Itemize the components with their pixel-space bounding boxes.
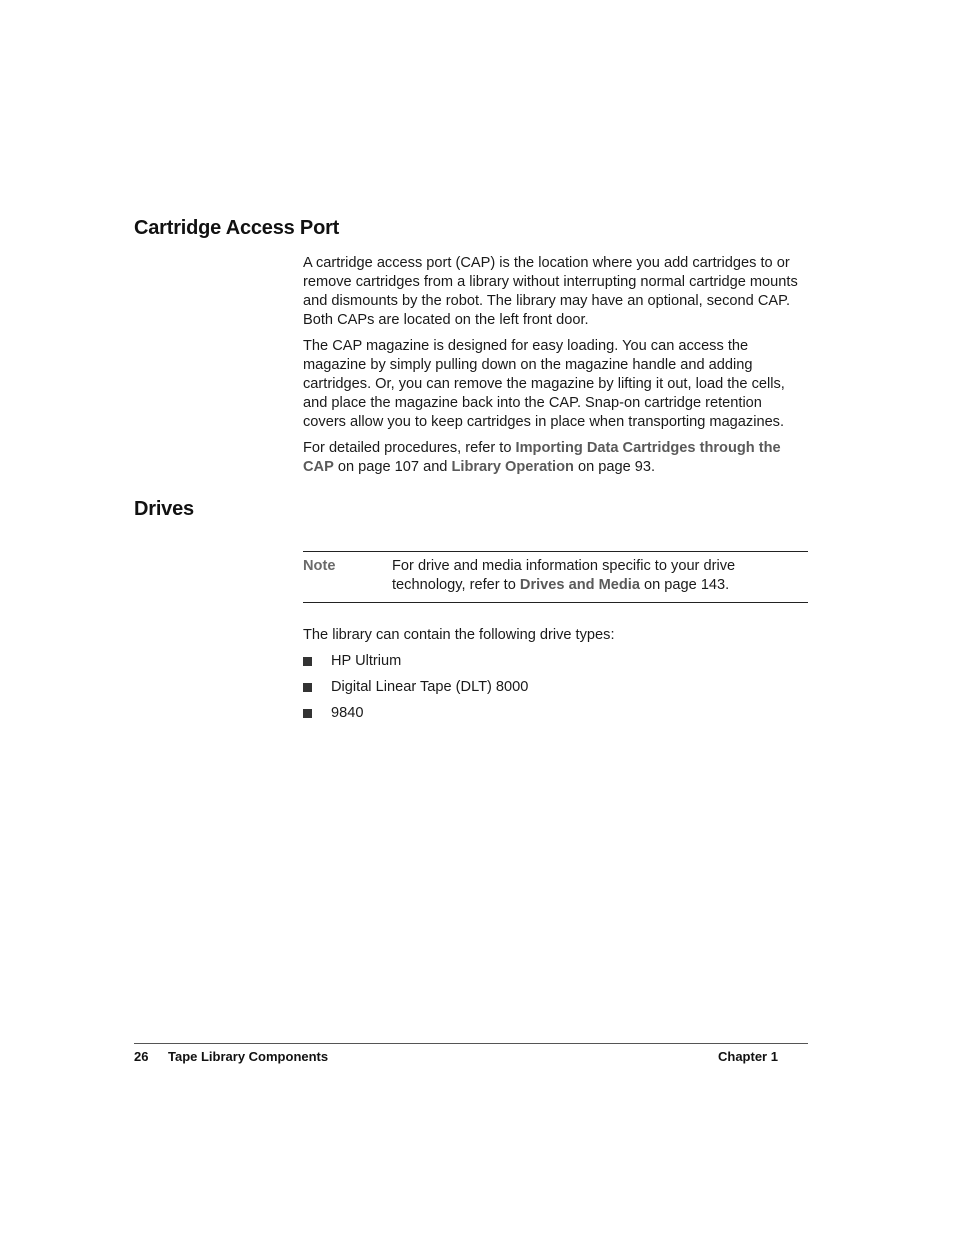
cap-paragraph-3 bbox=[303, 439, 808, 477]
note-text bbox=[392, 557, 808, 595]
section-heading-drives: Drives bbox=[134, 498, 194, 520]
cap-paragraph-3-mid: on page 107 and bbox=[333, 459, 452, 475]
list-item bbox=[303, 704, 808, 723]
bullet-square-icon bbox=[303, 657, 312, 666]
drives-section-body bbox=[303, 626, 808, 723]
bullet-square-icon bbox=[303, 683, 312, 692]
cap-paragraph-2: The CAP magazine is designed for easy loading. You can access the magazine by simply pulling down on the magazine handle and adding cartridges. Or, you can remove the magazine by lifting it out, load the cells, and place the magazine back into the CAP. Snap-on cartridge retention covers allow you to keep cartridges in place when transporting magazines. bbox=[303, 338, 785, 430]
drives-intro: The library can contain the following drive types: bbox=[303, 627, 615, 643]
note-suffix: on page 143. bbox=[639, 577, 730, 593]
note-prefix: For drive and media information specific to your drive technology, refer to bbox=[392, 558, 736, 593]
xref-drives-and-media[interactable]: Drives and Media bbox=[519, 577, 640, 593]
list-item bbox=[303, 678, 808, 697]
list-item-label: Digital Linear Tape (DLT) 8000 bbox=[331, 679, 529, 695]
footer-divider bbox=[134, 1043, 808, 1044]
list-item-label: HP Ultrium bbox=[331, 653, 402, 669]
bullet-square-icon bbox=[303, 709, 312, 718]
xref-importing-data-cartridges[interactable]: Importing Data Cartridges through the CAP bbox=[303, 440, 781, 475]
section-heading-cartridge-access-port: Cartridge Access Port bbox=[134, 217, 340, 239]
footer-section-title: Tape Library Components bbox=[168, 1049, 329, 1064]
list-item bbox=[303, 652, 808, 671]
list-item-label: 9840 bbox=[331, 705, 364, 721]
footer-page-number: 26 bbox=[134, 1049, 149, 1064]
cap-paragraph-1: A cartridge access port (CAP) is the location where you add cartridges to or remove cartridges from a library without interrupting normal cartridge mounts and dismounts by the robot. The library may have an optional, second CAP. Both CAPs are located on the left front door. bbox=[303, 255, 798, 328]
cap-section-body bbox=[303, 254, 808, 484]
note-box bbox=[303, 551, 808, 603]
note-label: Note bbox=[303, 558, 336, 574]
cap-paragraph-3-prefix: For detailed procedures, refer to bbox=[303, 440, 516, 456]
drive-types-list bbox=[303, 652, 808, 723]
xref-library-operation[interactable]: Library Operation bbox=[451, 459, 574, 475]
cap-paragraph-3-suffix: on page 93. bbox=[573, 459, 656, 475]
footer-chapter: Chapter 1 bbox=[718, 1049, 778, 1064]
